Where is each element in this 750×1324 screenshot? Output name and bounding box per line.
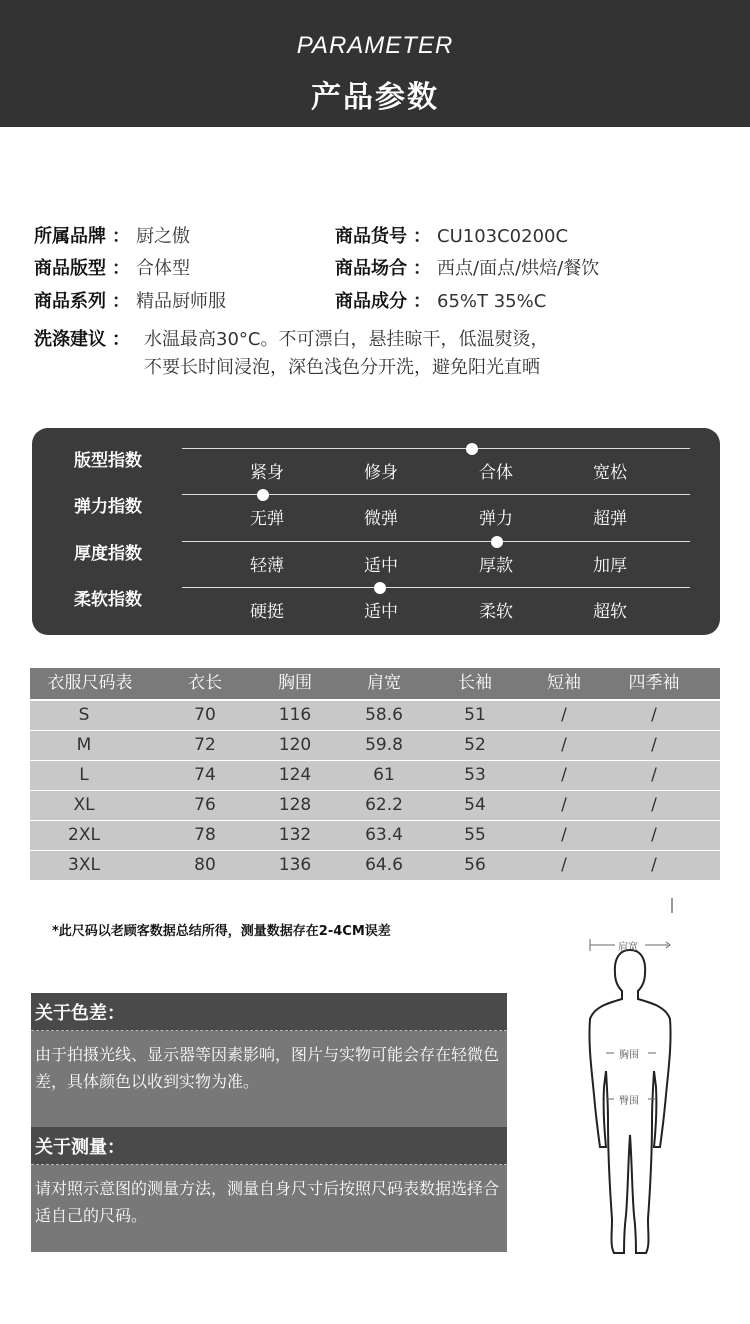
size-table-cell: / [651,795,657,815]
index-marker-dot [491,536,503,548]
index-option: 弹力 [479,509,513,529]
info-fit: 商品版型 ： 合体型 [34,258,190,279]
size-table-cell: / [651,855,657,875]
figure-hip-label: 臀围 [619,1096,639,1107]
index-scale-line [182,448,690,449]
size-table-header-cell: 长袖 [458,673,492,693]
size-table-cell: 72 [194,735,216,755]
size-table-cell: 124 [278,765,312,785]
index-marker-dot [466,443,478,455]
size-table-cell: 62.2 [365,795,403,815]
info-wash-value [144,326,624,382]
size-table-cell: 59.8 [365,735,403,755]
size-table-cell: 2XL [68,825,100,845]
index-option: 修身 [364,463,398,483]
wash-line-1: 水温最高30°C。不可漂白，悬挂晾干，低温熨烫， [144,329,549,350]
info-item-no: 商品货号 ： CU103C0200C [335,226,569,247]
info-item-no-label: 商品货号 [335,226,407,247]
info-brand-value: 厨之傲 [136,226,190,247]
header-en-title: PARAMETER [296,32,454,59]
index-option: 超弹 [593,509,627,529]
index-option: 加厚 [593,556,627,576]
info-fit-label: 商品版型 [34,258,106,279]
measure-notice-title: 关于测量： [35,1137,125,1158]
color-notice-body: 由于拍摄光线、显示器等因素影响，图片与实物可能会存在轻微色差，具体颜色以收到实物为准。 [35,1045,500,1091]
info-wash-label: 洗涤建议 [34,329,106,350]
color-notice-head [31,993,507,1031]
header-cn-title: 产品参数 [311,80,439,115]
info-occasion: 商品场合 ： 西点/面点/烘焙/餐饮 [335,258,600,279]
index-option: 宽松 [593,463,627,483]
size-table-cell: / [651,825,657,845]
size-table-cell: 128 [278,795,312,815]
size-table-header-cell: 衣长 [188,673,222,693]
size-table-row [30,731,720,760]
size-table-cell: / [651,765,657,785]
size-table-cell: 132 [278,825,312,845]
size-table-cell: 78 [194,825,216,845]
size-note: *此尺码以老顾客数据总结所得，测量数据存在2-4CM误差 [52,924,391,939]
size-table-row [30,851,720,880]
size-table-cell: 120 [278,735,312,755]
index-title: 柔软指数 [74,590,142,610]
size-table-cell: 63.4 [365,825,403,845]
size-table-cell: 136 [278,855,312,875]
info-series-value: 精品厨师服 [136,291,226,312]
size-table-cell: M [76,735,92,755]
index-option: 超软 [593,602,627,622]
size-table-cell: 64.6 [365,855,403,875]
size-table-cell: 70 [194,705,216,725]
page-header [0,0,750,127]
size-table-cell: 116 [278,705,312,725]
size-table-cell: 51 [464,705,486,725]
info-occasion-value: 西点/面点/烘焙/餐饮 [437,258,600,279]
color-notice-title: 关于色差： [35,1003,125,1024]
size-table-cell: / [561,765,567,785]
index-marker-dot [374,582,386,594]
measure-notice-body: 请对照示意图的测量方法，测量自身尺寸后按照尺码表数据选择合适自己的尺码。 [35,1179,500,1225]
size-table-row [30,701,720,730]
size-table-cell: 3XL [68,855,100,875]
size-table-cell: 76 [194,795,216,815]
size-table-cell: / [651,705,657,725]
info-occasion-label: 商品场合 [335,258,407,279]
size-table-cell: / [561,855,567,875]
wash-line-2: 不要长时间浸泡，深色浅色分开洗，避免阳光直晒 [144,357,540,378]
size-table-cell: L [79,765,89,785]
size-table-cell: 61 [373,765,395,785]
index-option: 适中 [364,556,398,576]
color-notice [31,993,507,1127]
size-table-cell: 56 [464,855,486,875]
index-title: 厚度指数 [74,544,142,564]
index-option: 柔软 [479,602,513,622]
size-table-row [30,821,720,850]
measure-notice [31,1127,507,1252]
size-table-header-cell: 肩宽 [367,673,401,693]
measurement-figure [560,895,710,1265]
index-option: 厚款 [479,556,513,576]
size-table-cell: 52 [464,735,486,755]
size-table-cell: 58.6 [365,705,403,725]
size-table-header-cell: 胸围 [278,673,312,693]
size-table-cell: / [561,825,567,845]
info-fit-value: 合体型 [136,258,190,279]
size-table-cell: / [561,735,567,755]
measure-notice-head [31,1127,507,1165]
index-scale-line [182,541,690,542]
size-table-cell: S [78,705,90,725]
info-series-label: 商品系列 [34,291,106,312]
size-table-cell: / [561,705,567,725]
figure-shoulder-label: 肩宽 [618,942,638,953]
index-title: 版型指数 [74,451,142,471]
size-table-cell: 74 [194,765,216,785]
size-table-header [30,668,720,699]
size-table-cell: 54 [464,795,486,815]
index-option: 微弹 [364,509,398,529]
index-panel [32,428,720,635]
size-table-row [30,761,720,790]
info-composition-value: 65%T 35%C [437,291,547,312]
size-table-cell: 55 [464,825,486,845]
size-table-row [30,791,720,820]
index-option: 合体 [479,463,513,483]
index-option: 适中 [364,602,398,622]
size-table-cell: / [561,795,567,815]
info-composition: 商品成分 ： 65%T 35%C [335,291,547,312]
info-brand: 所属品牌 ： 厨之傲 [34,226,190,247]
size-table-header-cell: 四季袖 [628,673,680,693]
index-scale-line [182,587,690,588]
index-option: 硬挺 [250,602,284,622]
index-option: 紧身 [250,463,284,483]
size-table-cell: XL [73,795,95,815]
index-marker-dot [257,489,269,501]
size-table-cell: 53 [464,765,486,785]
index-option: 无弹 [250,509,284,529]
info-brand-label: 所属品牌 [34,226,106,247]
info-series: 商品系列 ： 精品厨师服 [34,291,226,312]
index-title: 弹力指数 [74,497,142,517]
size-table-cell: 80 [194,855,216,875]
size-table-cell: / [651,735,657,755]
size-table-header-cell: 短袖 [547,673,581,693]
index-option: 轻薄 [250,556,284,576]
size-table-header-cell: 衣服尺码表 [47,673,133,693]
figure-chest-label: 胸围 [619,1050,639,1061]
info-item-no-value: CU103C0200C [437,226,569,247]
info-composition-label: 商品成分 [335,291,407,312]
